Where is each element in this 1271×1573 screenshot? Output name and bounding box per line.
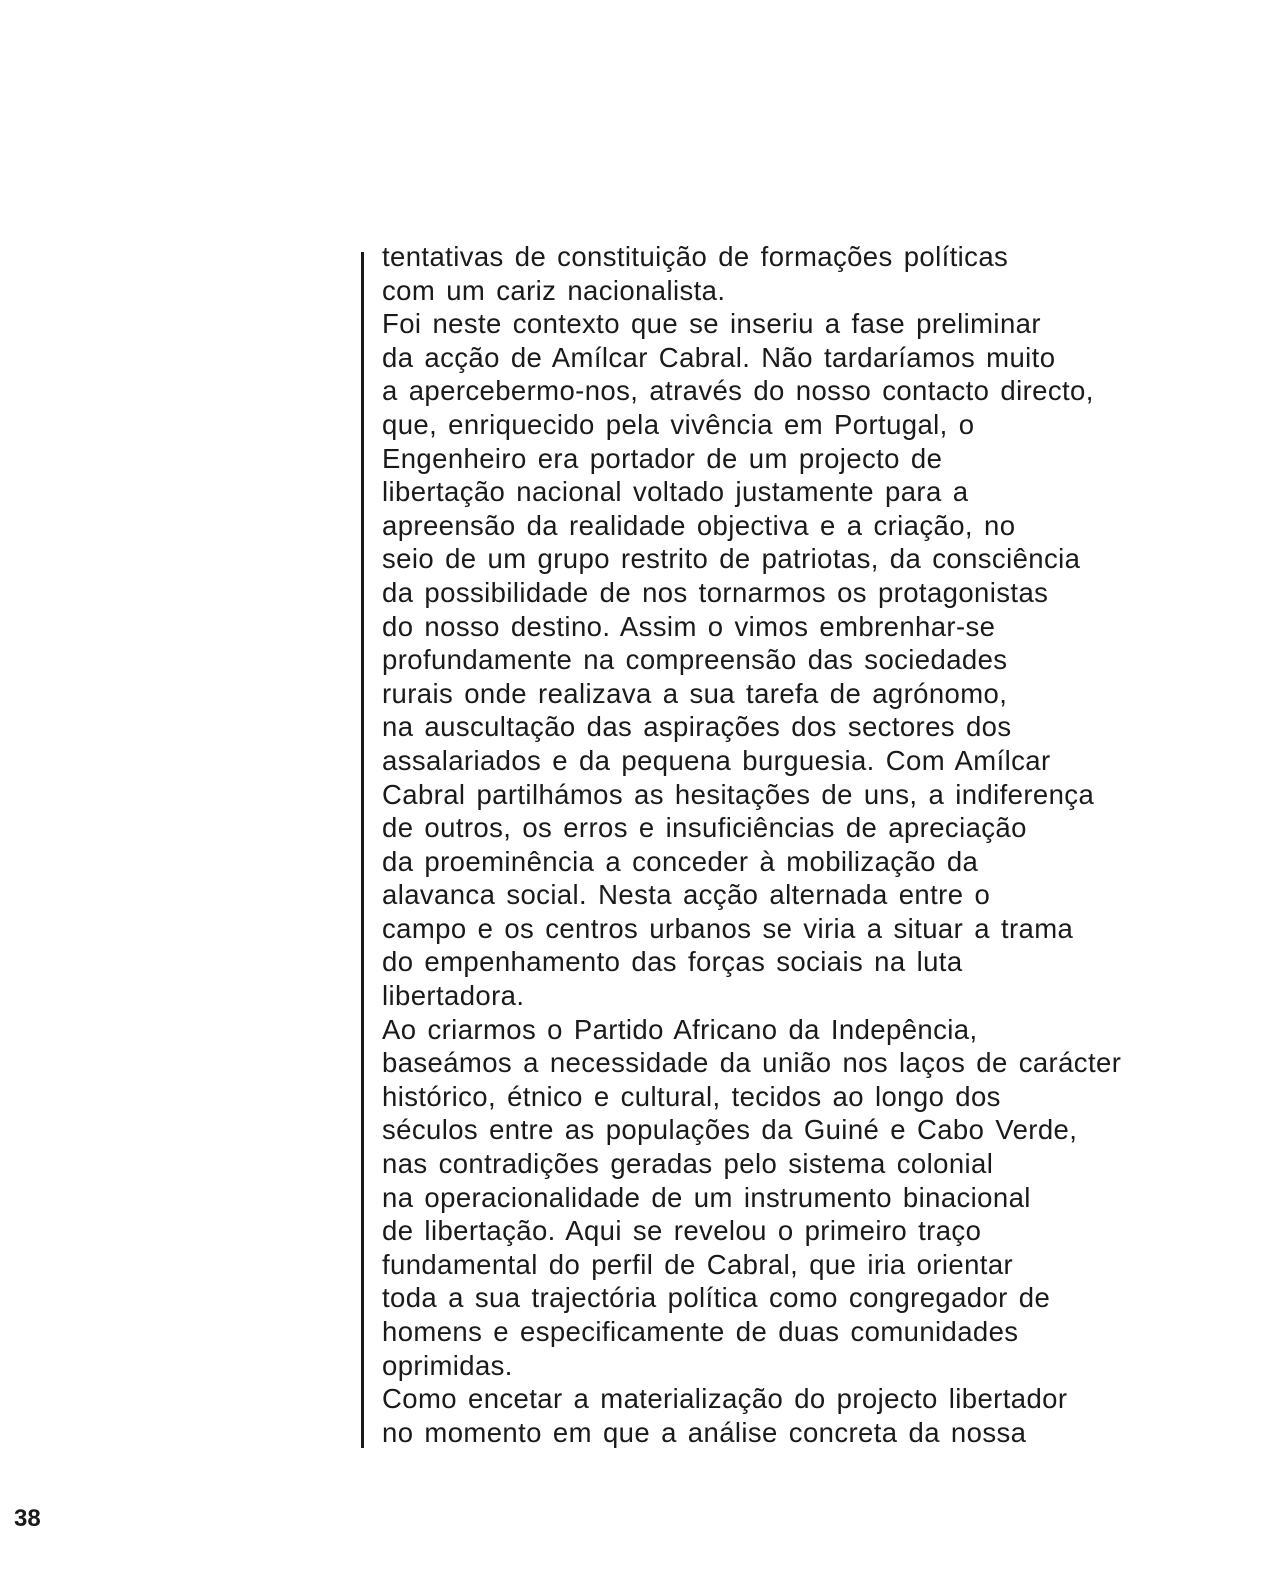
text-line: assalariados e da pequena burguesia. Com Amílcar <box>382 744 1051 776</box>
text-line: rurais onde realizava a sua tarefa de agrónomo, <box>382 677 1008 709</box>
text-line: fundamental do perfil de Cabral, que iria orientar <box>382 1248 1014 1280</box>
text-line: toda a sua trajectória política como congregador de <box>382 1282 1051 1314</box>
text-line: do nosso destino. Assim o vimos embrenhar-se <box>382 610 996 642</box>
text-line: Ao criarmos o Partido Africano da Indepência, <box>382 1013 978 1045</box>
text-line: homens e especificamente de duas comunidades <box>382 1316 1019 1347</box>
text-line: libertadora. <box>382 980 525 1012</box>
text-line: na auscultação das aspirações dos sectores dos <box>382 711 1012 743</box>
text-line: alavanca social. Nesta acção alternada entre o <box>382 879 991 911</box>
text-line: campo e os centros urbanos se viria a situar a trama <box>382 912 1074 944</box>
text-line: no momento em que a análise concreta da nossa <box>382 1416 1027 1448</box>
text-line: na operacionalidade de um instrumento binacional <box>382 1181 1031 1213</box>
text-line: de outros, os erros e insuficiências de apreciação <box>382 812 1027 844</box>
text-line: séculos entre as populações da Guiné e Cabo Verde, <box>382 1114 1078 1146</box>
text-line: da possibilidade de nos tornarmos os protagonistas <box>382 576 1049 608</box>
text-line: Engenheiro era portador de um projecto de <box>382 442 943 474</box>
text-line: baseámos a necessidade da união nos laços de carácter <box>382 1047 1122 1079</box>
page-number: 38 <box>14 1505 41 1532</box>
text-line: oprimidas. <box>382 1349 513 1381</box>
text-line: a apercebermo-nos, através do nosso contacto directo, <box>382 375 1094 407</box>
text-line: histórico, étnico e cultural, tecidos ao longo dos <box>382 1080 1001 1112</box>
text-line: que, enriquecido pela vivência em Portugal, o <box>382 408 975 440</box>
text-line: libertação nacional voltado justamente para a <box>382 476 969 508</box>
text-line: da proeminência a conceder à mobilização da <box>382 845 979 877</box>
text-line: apreensão da realidade objectiva e a criação, no <box>382 509 1016 541</box>
text-line: da acção de Amílcar Cabral. Não tardaríamos muito <box>382 341 1056 373</box>
text-line: seio de um grupo restrito de patriotas, da consciência <box>382 543 1081 575</box>
text-line: nas contradições geradas pelo sistema colonial <box>382 1148 994 1180</box>
text-line: profundamente na compreensão das sociedades <box>382 644 1008 676</box>
text-line: Como encetar a materialização do projecto libertador <box>382 1383 1068 1415</box>
margin-vertical-rule <box>361 252 364 1448</box>
text-line: do empenhamento das forças sociais na luta <box>382 946 963 978</box>
text-line: com um cariz nacionalista. <box>382 274 726 306</box>
text-line: Foi neste contexto que se inseriu a fase preliminar <box>382 308 1041 340</box>
text-line: tentativas de constituição de formações políticas <box>382 241 1009 272</box>
text-line: de libertação. Aqui se revelou o primeiro traço <box>382 1215 982 1247</box>
body-text <box>382 240 1242 1449</box>
text-line: Cabral partilhámos as hesitações de uns, a indiferença <box>382 778 1095 810</box>
